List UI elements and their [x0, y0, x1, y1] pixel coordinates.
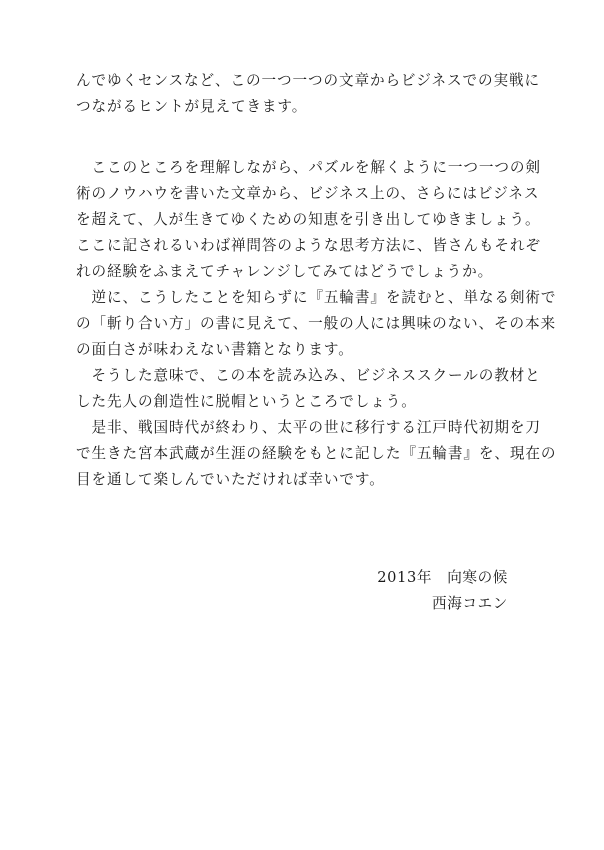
- text-line: つながるヒントが見えてきます。: [76, 98, 308, 115]
- text-line: 是非、戦国時代が終わり、太平の世に移行する江戸時代初期を刀: [76, 419, 541, 436]
- signature-author: 西海コエン: [432, 595, 508, 612]
- text-line: ここのところを理解しながら、パズルを解くように一つ一つの剣: [76, 159, 541, 176]
- text-line: んでゆくセンスなど、この一つ一つの文章からビジネスでの実戦に: [76, 72, 540, 89]
- text-line: した先人の創造性に脱帽というところでしょう。: [76, 393, 417, 410]
- text-line: 目を通して楽しんでいただければ幸いです。: [76, 471, 385, 488]
- text-line: の面白さが味わえない書籍となります。: [76, 341, 354, 358]
- text-line: を超えて、人が生きてゆくための知恵を引き出してゆきましょう。: [76, 211, 541, 228]
- text-line: そうした意味で、この本を読み込み、ビジネススクールの教材と: [76, 367, 541, 384]
- text-line: れの経験をふまえてチャレンジしてみてはどうでしょうか。: [76, 263, 494, 280]
- text-line: 逆に、こうしたことを知らずに『五輪書』を読むと、単なる剣術で: [76, 289, 557, 306]
- text-line: ここに記されるいわば禅問答のような思考方法に、皆さんもそれぞ: [76, 237, 541, 254]
- text-line: で生きた宮本武蔵が生涯の経験をもとに記した『五輪書』を、現在の: [76, 445, 557, 462]
- text-line: の「斬り合い方」の書に見えて、一般の人には興味のない、その本来: [76, 315, 557, 332]
- signature-date: 2013年 向寒の候: [377, 569, 508, 586]
- text-line: 術のノウハウを書いた文章から、ビジネス上の、さらにはビジネス: [76, 185, 540, 202]
